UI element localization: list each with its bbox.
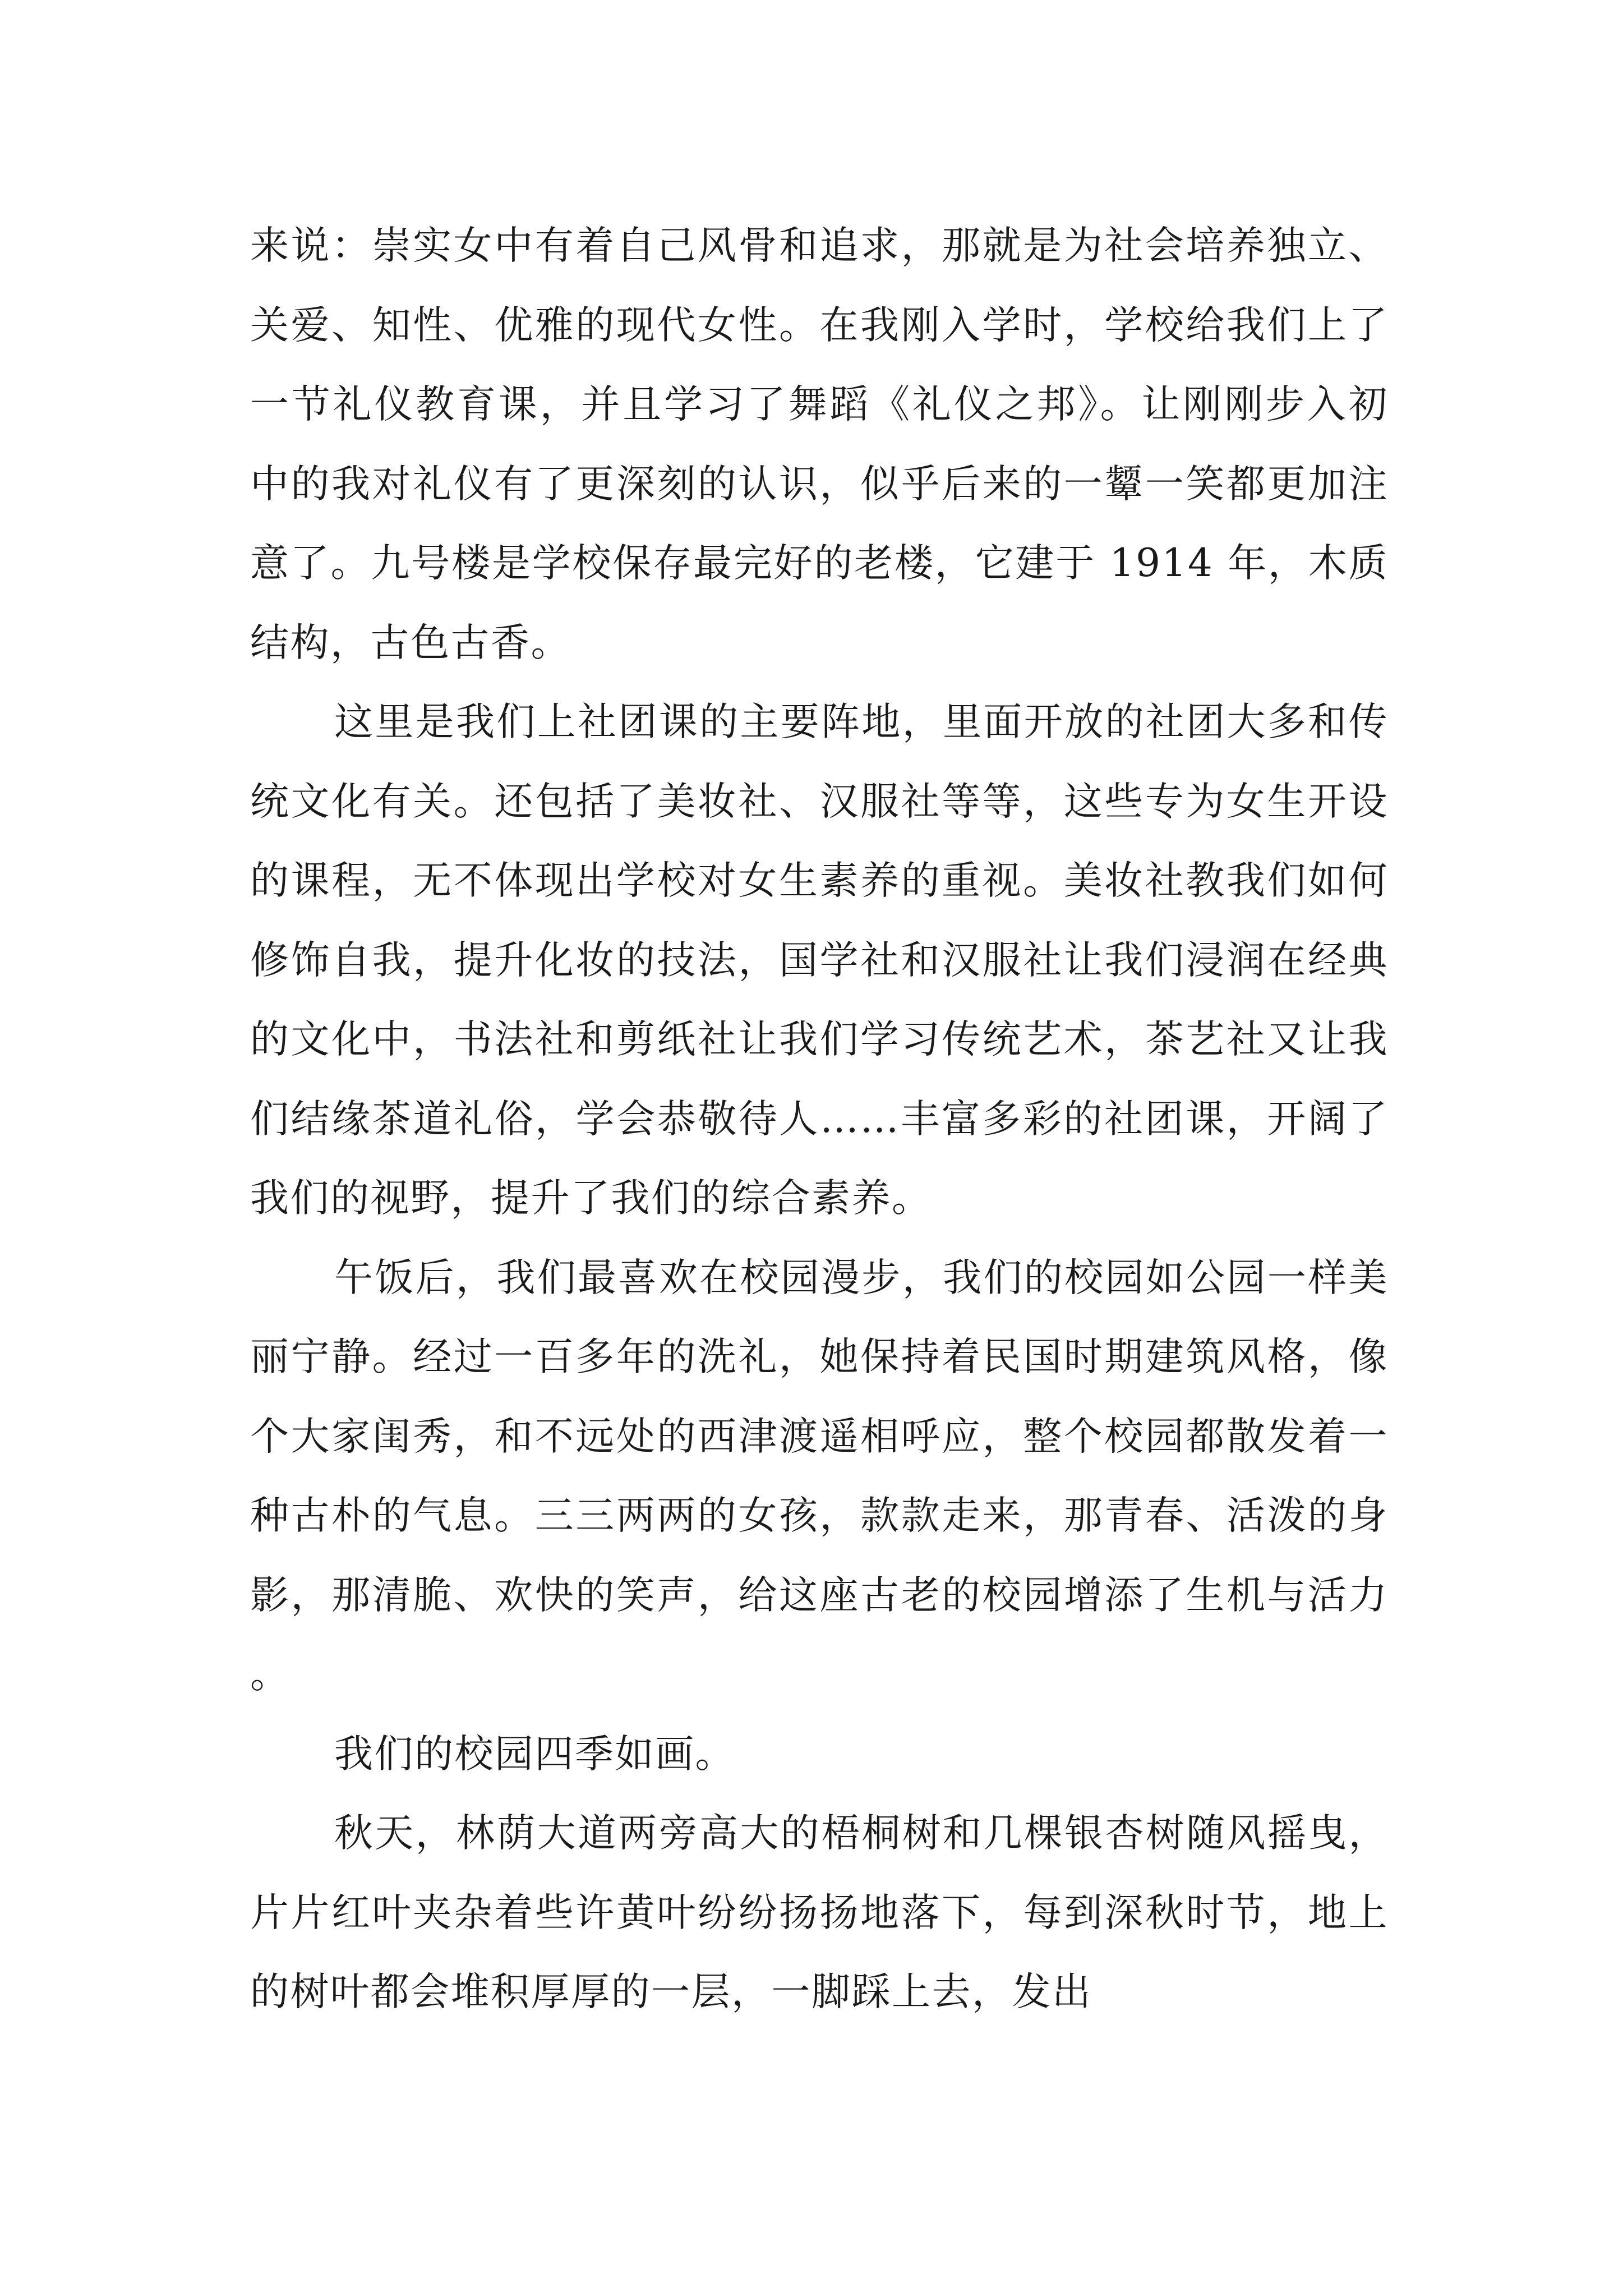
- paragraph-2: 这里是我们上社团课的主要阵地，里面开放的社团大多和传统文化有关。还包括了美妆社、汉服社等等，这些专为女生开设的课程，无不体现出学校对女生素养的重视。美妆社教我们如何修饰自我，提升化妆的技法，国学社和汉服社让我们浸润在经典的文化中，书法社和剪纸社让我们学习传统艺术，茶艺社又让我们结缘茶道礼俗，学会恭敬待人……丰富多彩的社团课，开阔了我们的视野，提升了我们的综合素养。: [250, 700, 1389, 1221]
- document-body: [250, 206, 1389, 2032]
- paragraph-1: 来说：崇实女中有着自己风骨和追求，那就是为社会培养独立、关爱、知性、优雅的现代女性。在我刚入学时，学校给我们上了一节礼仪教育课，并且学习了舞蹈《礼仪之邦》。让刚刚步入初中的我对礼仪有了更深刻的认识，似乎后来的一颦一笑都更加注意了。九号楼是学校保存最完好的老楼，它建于 1914 年，木质结构，古色古香。: [250, 223, 1389, 665]
- paragraph-4: 我们的校园四季如画。: [334, 1731, 735, 1777]
- paragraph-5: 秋天，林荫大道两旁高大的梧桐树和几棵银杏树随风摇曳，片片红叶夹杂着些许黄叶纷纷扬扬地落下，每到深秋时节，地上的树叶都会堆积厚厚的一层，一脚踩上去，发出: [250, 1811, 1389, 2014]
- paragraph-3: 午饭后，我们最喜欢在校园漫步，我们的校园如公园一样美丽宁静。经过一百多年的洗礼，她保持着民国时期建筑风格，像个大家闺秀，和不远处的西津渡遥相呼应，整个校园都散发着一种古朴的气息。三三两两的女孩，款款走来，那青春、活泼的身影，那清脆、欢快的笑声，给这座古老的校园增添了生机与活力。: [250, 1255, 1389, 1697]
